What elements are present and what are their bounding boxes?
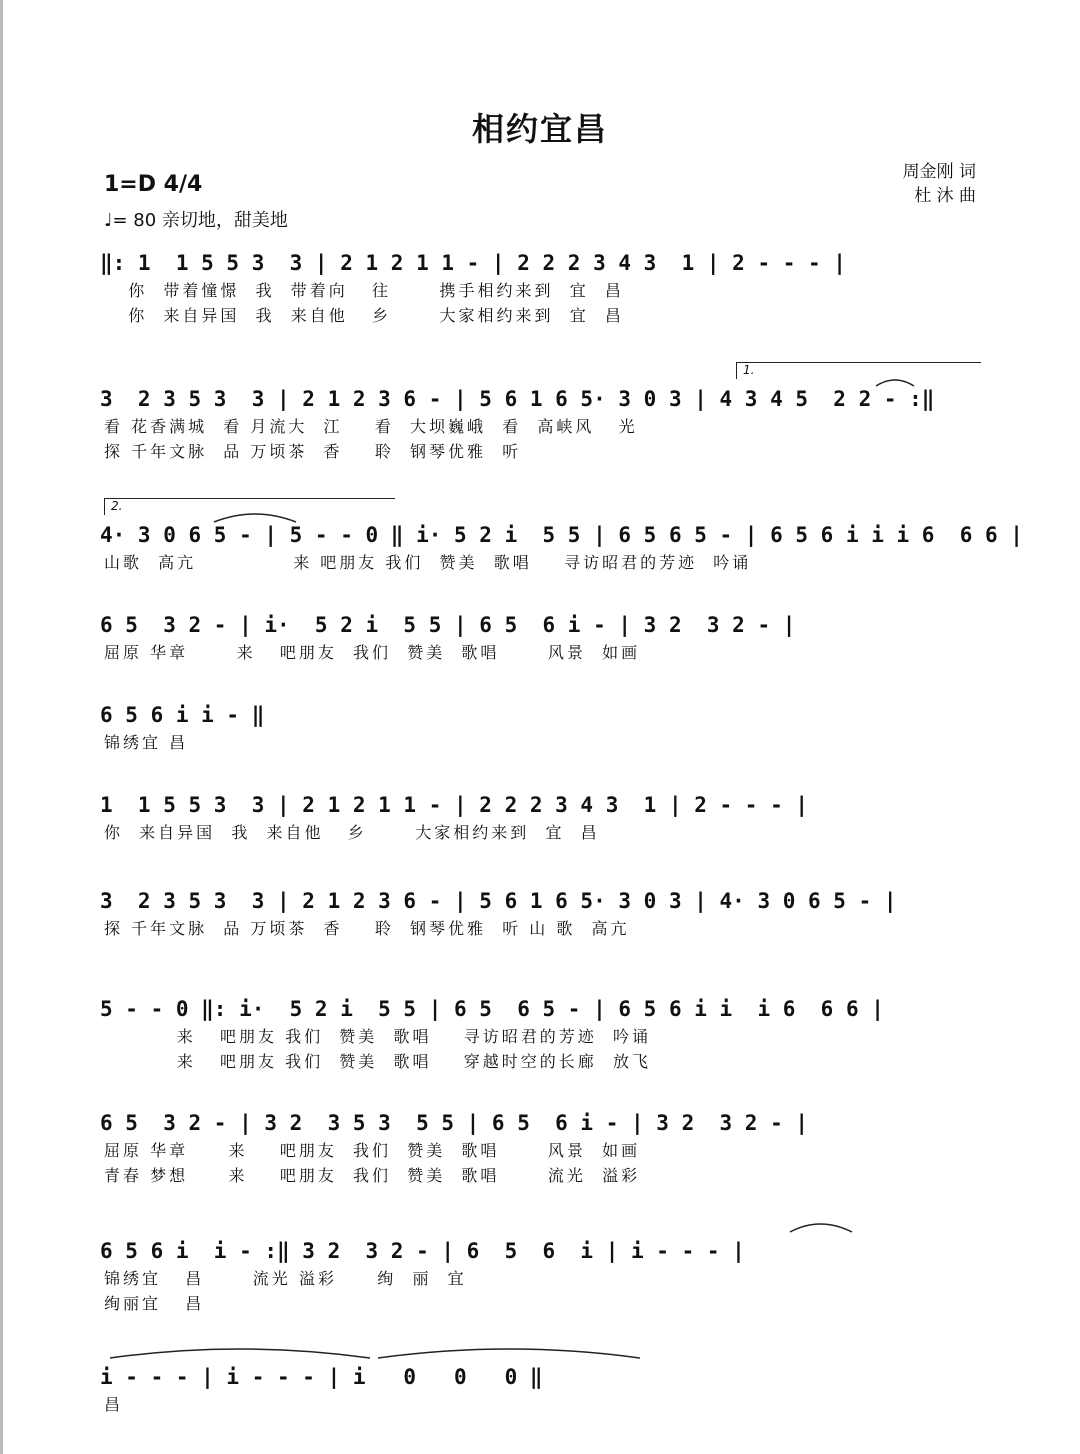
lyrics-verse-1: 探 千年文脉 品 万顷茶 香 聆 钢琴优雅 听 山 歌 高亢 — [104, 919, 630, 938]
notes: 3 2 3 5 3 3 | 2 1 2 3 6 - | 5 6 1 6 5· 3 0 3 | 4 3 4 5 2 2 - :‖ — [100, 387, 935, 411]
notes: 1 1 5 5 3 3 | 2 1 2 1 1 - | 2 2 2 3 4 3 1 | 2 - - - | — [100, 793, 809, 817]
staff-line-6 — [100, 790, 980, 845]
lyrics-verse-1: 锦绣宜 昌 — [104, 733, 189, 752]
notes: 4· 3 0 6 5 - | 5 - - 0 ‖ i· 5 2 i 5 5 | 6 5 6 5 - | 6 5 6 i i i 6 6 6 | — [100, 523, 1023, 547]
lyrics-verse-1: 锦绣宜 昌 流光 溢彩 绚 丽 宜 — [104, 1269, 467, 1288]
slur — [110, 1349, 370, 1358]
lyrics-verse-1: 来 吧朋友 我们 赞美 歌唱 寻访昭君的芳迹 吟诵 — [104, 1027, 651, 1046]
notes: 6 5 3 2 - | 3 2 3 5 3 5 5 | 6 5 6 i - | 3 2 3 2 - | — [100, 1111, 809, 1135]
song-title: 相约宜昌 — [471, 110, 608, 148]
lyrics-verse-1: 屈原 华章 来 吧朋友 我们 赞美 歌唱 风景 如画 — [104, 1141, 641, 1160]
lyrics-verse-1: 山歌 高亢 来 吧朋友 我们 赞美 歌唱 寻访昭君的芳迹 吟诵 — [104, 553, 752, 572]
lyrics-verse-2: 你 来自异国 我 来自他 乡 大家相约来到 宜 昌 — [104, 306, 624, 325]
lyrics-verse-2: 绚丽宜 昌 — [104, 1294, 205, 1313]
lyrics-verse-2: 来 吧朋友 我们 赞美 歌唱 穿越时空的长廊 放飞 — [104, 1052, 651, 1071]
tempo-marking: ♩= 80 亲切地，甜美地 — [104, 210, 288, 231]
staff-line-8 — [100, 994, 980, 1074]
credits — [903, 160, 976, 208]
staff-line-7 — [100, 886, 980, 941]
notes: ‖: 1 1 5 5 3 3 | 2 1 2 1 1 - | 2 2 2 3 4 3 1 | 2 - - - | — [100, 251, 846, 275]
lyrics-verse-1: 屈原 华章 来 吧朋友 我们 赞美 歌唱 风景 如画 — [104, 643, 641, 662]
lyrics-verse-2: 探 千年文脉 品 万顷茶 香 聆 钢琴优雅 听 — [104, 442, 522, 461]
first-ending-bracket: 1. — [736, 362, 981, 379]
staff-line-3 — [100, 520, 1023, 575]
staff-line-9 — [100, 1108, 980, 1188]
notes: 3 2 3 5 3 3 | 2 1 2 3 6 - | 5 6 1 6 5· 3 0 3 | 4· 3 0 6 5 - | — [100, 889, 897, 913]
lyricist: 周金刚 词 — [902, 162, 976, 182]
staff-line-1 — [100, 248, 980, 328]
key-signature: 1=D 4/4 — [104, 172, 203, 197]
notes: 6 5 6 i i - ‖ — [100, 703, 265, 727]
composer: 杜 沐 曲 — [914, 186, 976, 206]
notes: i - - - | i - - - | i 0 0 0 ‖ — [100, 1365, 543, 1389]
slur — [378, 1349, 640, 1358]
lyrics-verse-1: 你 来自异国 我 来自他 乡 大家相约来到 宜 昌 — [104, 823, 600, 842]
lyrics-verse-2: 青春 梦想 来 吧朋友 我们 赞美 歌唱 流光 溢彩 — [104, 1166, 641, 1185]
notes: 5 - - 0 ‖: i· 5 2 i 5 5 | 6 5 6 5 - | 6 5 6 i i i 6 6 6 | — [100, 997, 884, 1021]
staff-line-5 — [100, 700, 980, 755]
staff-line-11 — [100, 1362, 980, 1417]
staff-line-2 — [100, 384, 980, 464]
second-ending-bracket: 2. — [104, 498, 395, 515]
staff-line-10 — [100, 1236, 980, 1316]
page-edge — [0, 0, 3, 1454]
slur — [790, 1224, 852, 1232]
staff-line-4 — [100, 610, 980, 665]
notes: 6 5 3 2 - | i· 5 2 i 5 5 | 6 5 6 i - | 3 2 3 2 - | — [100, 613, 796, 637]
lyrics-verse-1: 看 花香满城 看 月流大 江 看 大坝巍峨 看 高峡风 光 — [104, 417, 638, 436]
lyrics-verse-1: 昌 — [104, 1395, 124, 1414]
notes: 6 5 6 i i - :‖ 3 2 3 2 - | 6 5 6 i | i - - - | — [100, 1239, 745, 1263]
lyrics-verse-1: 你 带着憧憬 我 带着向 往 携手相约来到 宜 昌 — [104, 281, 624, 300]
